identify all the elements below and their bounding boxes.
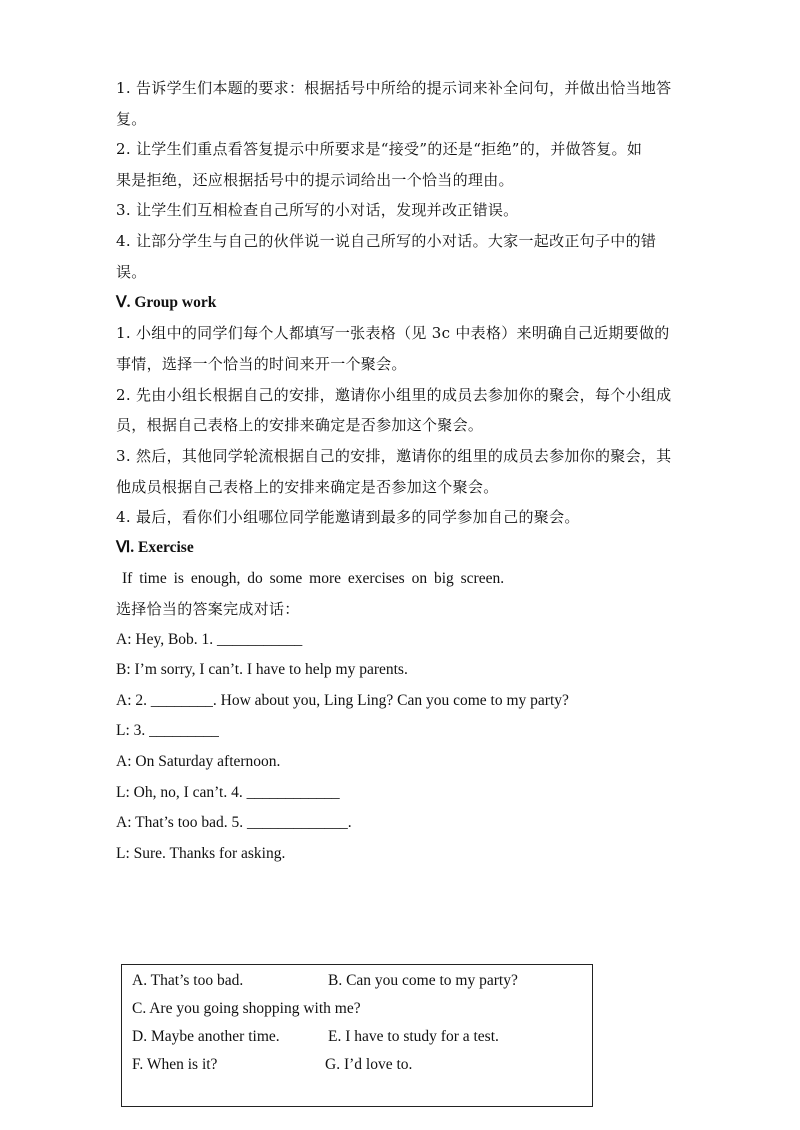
option-a: A. That’s too bad. — [132, 972, 244, 989]
dialogue-line: L: Oh, no, I can’t. 4. ____________ — [116, 784, 340, 801]
dialogue-line: L: Sure. Thanks for asking. — [116, 845, 286, 862]
group-step-3-line-1: 3. 然后，其他同学轮流根据自己的安排，邀请你的组里的成员去参加你的聚会，其 — [116, 447, 672, 465]
step-3-line: 3. 让学生们互相检查自己所写的小对话，发现并改正错误。 — [116, 201, 519, 219]
dialogue-line: A: 2. ________. How about you, Ling Ling? Can you come to my party? — [116, 692, 569, 709]
section-5-title: Ⅴ. Group work — [116, 294, 217, 311]
option-c: C. Are you going shopping with me? — [132, 1000, 361, 1017]
answer-options-box — [121, 964, 593, 1107]
option-e: E. I have to study for a test. — [328, 1028, 499, 1045]
dialogue-line: A: That’s too bad. 5. _____________. — [116, 814, 352, 831]
group-step-1-line-2: 事情，选择一个恰当的时间来开一个聚会。 — [116, 355, 407, 373]
dialogue-line: A: Hey, Bob. 1. ___________ — [116, 631, 303, 648]
group-step-4-line: 4. 最后，看你们小组哪位同学能邀请到最多的同学参加自己的聚会。 — [116, 508, 580, 526]
step-1-line-2: 复。 — [116, 110, 147, 128]
dialogue-line: A: On Saturday afternoon. — [116, 753, 281, 770]
option-f: F. When is it? — [132, 1056, 218, 1073]
option-b: B. Can you come to my party? — [328, 972, 518, 989]
dialogue-line: L: 3. _________ — [116, 722, 219, 739]
group-step-2-line-2: 员，根据自己表格上的安排来确定是否参加这个聚会。 — [116, 416, 484, 434]
exercise-instruction: 选择恰当的答案完成对话： — [116, 600, 300, 618]
option-g: G. I’d love to. — [325, 1056, 413, 1073]
group-step-3-line-2: 他成员根据自己表格上的安排来确定是否参加这个聚会。 — [116, 478, 499, 496]
step-4-line-1: 4. 让部分学生与自己的伙伴说一说自己所写的小对话。大家一起改正句子中的错 — [116, 232, 657, 250]
section-6-title: Ⅵ. Exercise — [116, 539, 194, 556]
step-4-line-2: 误。 — [116, 263, 147, 281]
group-step-1-line-1: 1. 小组中的同学们每个人都填写一张表格（见 3c 中表格）来明确自己近期要做的 — [116, 324, 670, 342]
step-2-line-1: 2. 让学生们重点看答复提示中所要求是“接受”的还是“拒绝”的，并做答复。如 — [116, 140, 643, 158]
dialogue-line: B: I’m sorry, I can’t. I have to help my parents. — [116, 661, 408, 678]
step-2-line-2: 果是拒绝，还应根据括号中的提示词给出一个恰当的理由。 — [116, 171, 514, 189]
option-d: D. Maybe another time. — [132, 1028, 280, 1045]
exercise-intro: If time is enough, do some more exercises on big screen. — [122, 570, 505, 587]
group-step-2-line-1: 2. 先由小组长根据自己的安排，邀请你小组里的成员去参加你的聚会，每个小组成 — [116, 386, 672, 404]
step-1-line-1: 1. 告诉学生们本题的要求：根据括号中所给的提示词来补全问句，并做出恰当地答 — [116, 79, 672, 97]
